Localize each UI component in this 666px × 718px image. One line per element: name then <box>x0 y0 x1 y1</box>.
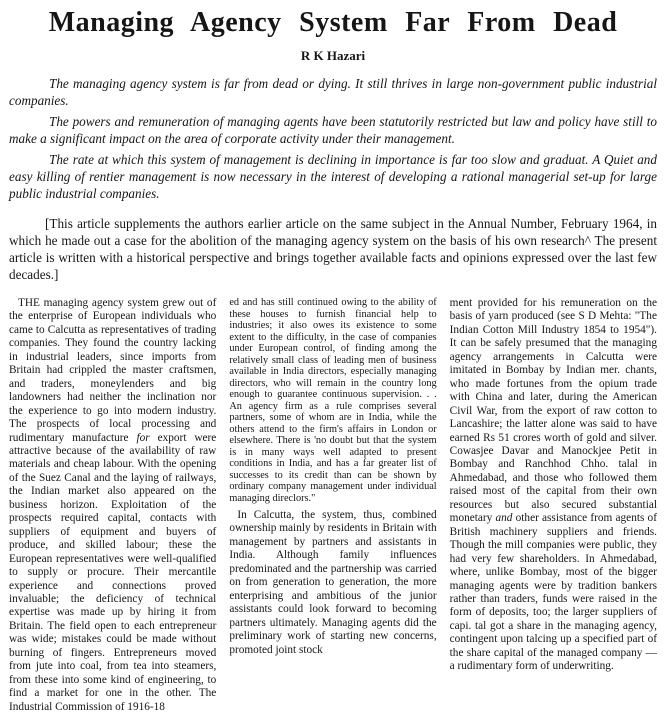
body-column-3 <box>450 297 657 714</box>
author-name: R K Hazari <box>300 48 366 63</box>
abstract-paragraph-1: The managing agency system is far from dead or dying. It still thrives in large non-government public industrial companies. <box>9 76 657 108</box>
column1-italic-word: for <box>136 431 150 444</box>
column3-paragraph <box>450 297 657 674</box>
column1-paragraph <box>9 297 216 714</box>
abstract <box>9 75 657 202</box>
abstract-paragraph-2: The powers and remuneration of managing agents have been statutorily restricted but law and policy have still to make a significant impact on the area of corporate activity under their management. <box>9 114 657 146</box>
column1-text-segment-2: export were attractive because of the availability of raw materials and cheap labour. With the opening of the Suez Canal and the laying of railways, the Indian market also appeared on the business horizon. Exploitation of the prospects required capital, contacts with suppliers of equipment and buyers of produce, and skilled labour; these the European representatives were well-qualified to supply or procure. Their mercantile experience and connections proved invaluable; the deficiency of technical expertise was made up by hiring it from Britain. The field open to each entrepreneur was wide; mistakes could be made without burning of fingers. Entrepreneurs moved from jute into coal, from tea into steamers, from these into some kind of engineering, to find a market for one in the other. The Industrial Commission of 1916-18 <box>9 431 217 713</box>
block-quote: ed and has still continued owing to the ability of these houses to furnish financial help to industries; it also owes its existence to some extent to the difficulty, in the case of companies under European control, of finding among the relatively small class of leading men of business available in India directors, especially managing directors, who will remain in the country long enough to guarantee continuous supervision. . . An agency firm as a rule comprises several partners, some of whom are in India, while the others attend to the firm's affairs in London or elsewhere. There is 'no doubt but that the system is in many ways well adapted to present conditions in India, and has a far greater list of successes to its credit than can be shown by ordinary company management under individual managing direclors." <box>229 297 437 504</box>
column2-paragraph: In Calcutta, the system, thus, combined ownership mainly by residents in Britain with management by partners and assistants in India. Although family influences predominated and the partnership was carried on from generation to generation, the more enterprising and ambitious of the junior assistants could look forward to becoming partners ultimately. Managing agents did the preliminary work of starting new concerns, promoted joint stock <box>229 509 437 656</box>
article-page <box>0 7 666 714</box>
body-column-1 <box>9 297 216 714</box>
body-column-2 <box>229 297 436 714</box>
body-columns <box>9 297 657 714</box>
column3-text-segment-1: ment provided for his remuneration on the basis of yarn produced (see S D Mehta: "The Indian Cotton Mill Industry 1854 to 1954"). It can be safely presumed that the managing agency arrangements in Calcutta were imitated in Bombay by Indian mer. chants, who made fortunes from the opium trade with China and later, during the American Civil War, from the export of raw cotton to Lancashire; the latter alone was said to have earned Rs 51 crores worth of gold and silver. Cowasjee Davar and Manockjee Petit in Bombay and Ranchhod Chho. talal in Ahmedabad, and those who followed them raised most of the capital from their own resources but also secured substantial monetary <box>449 297 657 525</box>
column1-text-segment-1: THE managing agency system grew out of the enterprise of European individuals who came to Calcutta as representatives of trading companies. They found the country lacking in industrial leaders, since imports from Britain had crippled the master craftsmen, and traders, moneylenders and big landowners had neither the inclination nor the experience to go into modern industry. The prospects of local processing and rudimentary manufacture <box>9 297 217 444</box>
column3-italic-word: and <box>495 512 513 525</box>
article-title: Managing Agency System Far From Dead <box>48 7 618 38</box>
editor-note: [This article supplements the authors earlier article on the same subject in the Annual Number, February 1964, in which he made out a case for the abolition of the managing agency system on the basis of his own research^ The present article is written with a historical perspective and brings together available facts and opinions expressed over the last few decades.] <box>9 216 657 282</box>
column3-text-segment-2: other assistance from agents of British machinery suppliers and friends. Though the mill companies were public, they had very few shareholders. In Ahmedabad, where, unlike Bombay, most of the bigger managing agents were by tradition bankers rather than traders, funds were raised in the form of deposits, too; the larger suppliers of capi. tal got a share in the managing agency, contingent upon talcing up a specified part of the share capital of the managed company — a rudimentary form of underwriting. <box>449 512 657 673</box>
abstract-paragraph-3: The rate at which this system of management is declining in importance is far too slow and graduat. A Quiet and easy killing of rentier management is now necessary in the interest of developing a rational managerial set-up for large public industrial companies. <box>9 152 657 201</box>
